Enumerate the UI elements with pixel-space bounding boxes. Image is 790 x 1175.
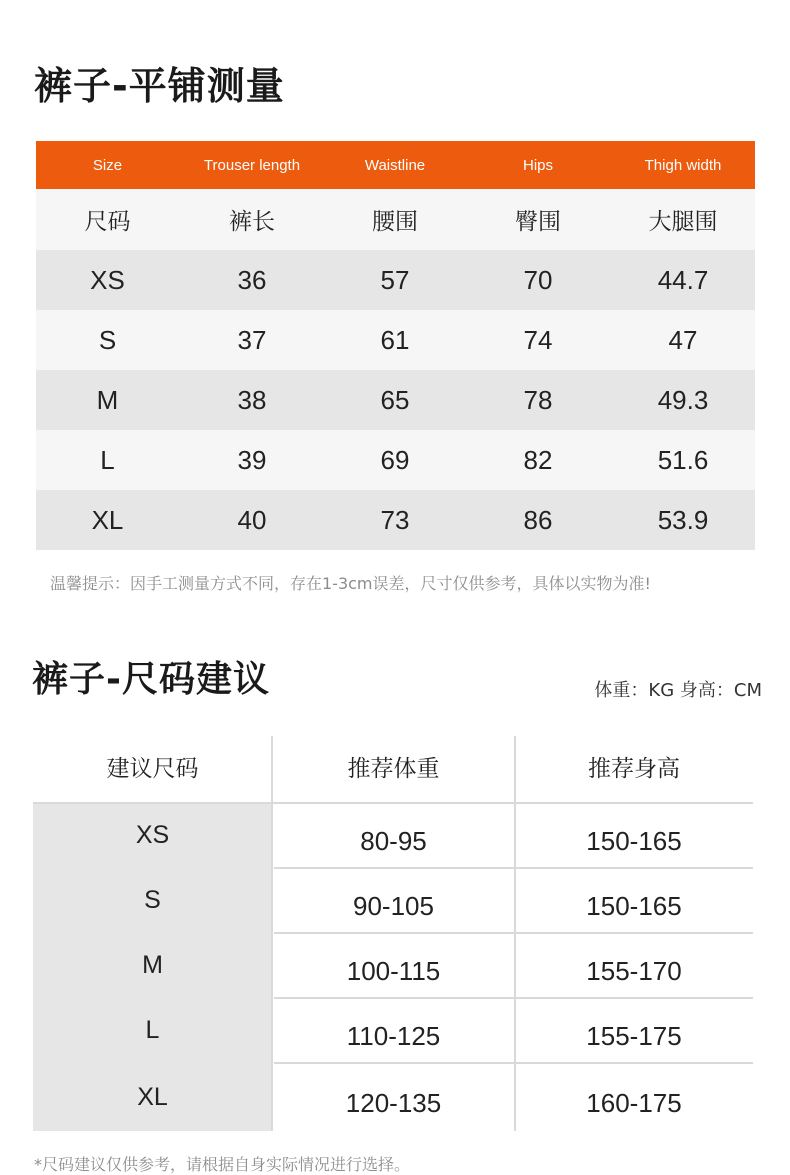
cell-waist: 57 xyxy=(380,264,410,295)
cell-thigh: 44.7 xyxy=(657,264,709,295)
cell-height: 155-175 xyxy=(586,1021,682,1051)
cell-hips: 78 xyxy=(523,384,553,415)
header-thigh-width: Thigh width xyxy=(644,156,722,174)
cell-thigh: 47 xyxy=(668,324,698,355)
suggest-note: *尺码建议仅供参考，请根据自身实际情况进行选择。 xyxy=(34,1155,411,1174)
header-height: 推荐身高 xyxy=(588,756,680,782)
cell-height: 160-175 xyxy=(586,1088,682,1118)
cell-size: L xyxy=(145,1016,160,1044)
cell-size: S xyxy=(144,886,161,914)
unit-note: 体重：KG 身高：CM xyxy=(594,680,762,701)
cell-size: XL xyxy=(91,504,124,535)
header-hips: Hips xyxy=(522,156,553,174)
suggest-header-row xyxy=(33,736,753,804)
cell-thigh: 51.6 xyxy=(657,444,709,475)
table-row xyxy=(36,310,755,370)
cell-length: 37 xyxy=(237,324,267,355)
cell-length: 39 xyxy=(237,444,267,475)
cell-hips: 86 xyxy=(523,504,553,535)
measure-note: 温馨提示：因手工测量方式不同，存在1-3cm误差，尺寸仅供参考，具体以实物为准! xyxy=(50,574,651,593)
cell-length: 36 xyxy=(237,264,267,295)
header-zh-hips: 臀围 xyxy=(515,209,561,235)
measure-table xyxy=(36,141,755,550)
cell-waist: 65 xyxy=(380,384,410,415)
cell-waist: 73 xyxy=(380,504,410,535)
measure-header-zh-row xyxy=(36,189,755,250)
cell-weight: 100-115 xyxy=(346,956,441,986)
column-divider xyxy=(514,736,516,1131)
table-row xyxy=(36,430,755,490)
cell-size: XS xyxy=(90,264,125,295)
measure-header-en-row xyxy=(36,141,755,189)
suggest-title: 裤子-尺码建议 xyxy=(32,659,270,700)
table-row xyxy=(33,1066,753,1131)
cell-height: 150-165 xyxy=(586,826,682,856)
header-weight: 推荐体重 xyxy=(347,756,440,782)
cell-height: 150-165 xyxy=(586,891,682,921)
header-suggest-size: 建议尺码 xyxy=(106,756,199,782)
header-zh-size: 尺码 xyxy=(84,209,131,235)
table-row xyxy=(33,869,753,934)
suggest-table xyxy=(33,736,753,1131)
cell-size: S xyxy=(98,324,117,355)
measure-title: 裤子-平铺测量 xyxy=(34,64,285,108)
cell-thigh: 53.9 xyxy=(657,504,709,535)
cell-size: XL xyxy=(137,1083,168,1111)
table-row xyxy=(33,934,753,999)
header-zh-length: 裤长 xyxy=(229,209,275,235)
cell-weight: 120-135 xyxy=(345,1088,442,1118)
cell-length: 38 xyxy=(237,384,267,415)
cell-thigh: 49.3 xyxy=(657,384,709,415)
cell-weight: 90-105 xyxy=(353,891,434,921)
header-zh-thigh: 大腿围 xyxy=(648,209,718,235)
table-row xyxy=(36,370,755,430)
column-divider xyxy=(271,736,273,1131)
cell-size: XS xyxy=(135,821,170,849)
cell-waist: 61 xyxy=(380,324,410,355)
cell-hips: 70 xyxy=(523,264,553,295)
cell-length: 40 xyxy=(237,504,267,535)
cell-hips: 82 xyxy=(523,444,553,475)
header-waistline: Waistline xyxy=(364,156,426,174)
table-row xyxy=(33,999,753,1064)
cell-height: 155-170 xyxy=(586,956,682,986)
cell-waist: 69 xyxy=(380,444,410,475)
cell-weight: 80-95 xyxy=(360,826,427,856)
table-row xyxy=(36,490,755,550)
header-zh-waist: 腰围 xyxy=(372,209,418,235)
table-row xyxy=(36,250,755,310)
table-row xyxy=(33,804,753,869)
header-size: Size xyxy=(92,156,123,174)
cell-weight: 110-125 xyxy=(346,1021,441,1051)
cell-size: M xyxy=(142,951,163,979)
cell-size: M xyxy=(96,384,119,415)
cell-size: L xyxy=(100,444,115,475)
cell-hips: 74 xyxy=(523,324,553,355)
header-trouser-length: Trouser length xyxy=(203,156,301,174)
